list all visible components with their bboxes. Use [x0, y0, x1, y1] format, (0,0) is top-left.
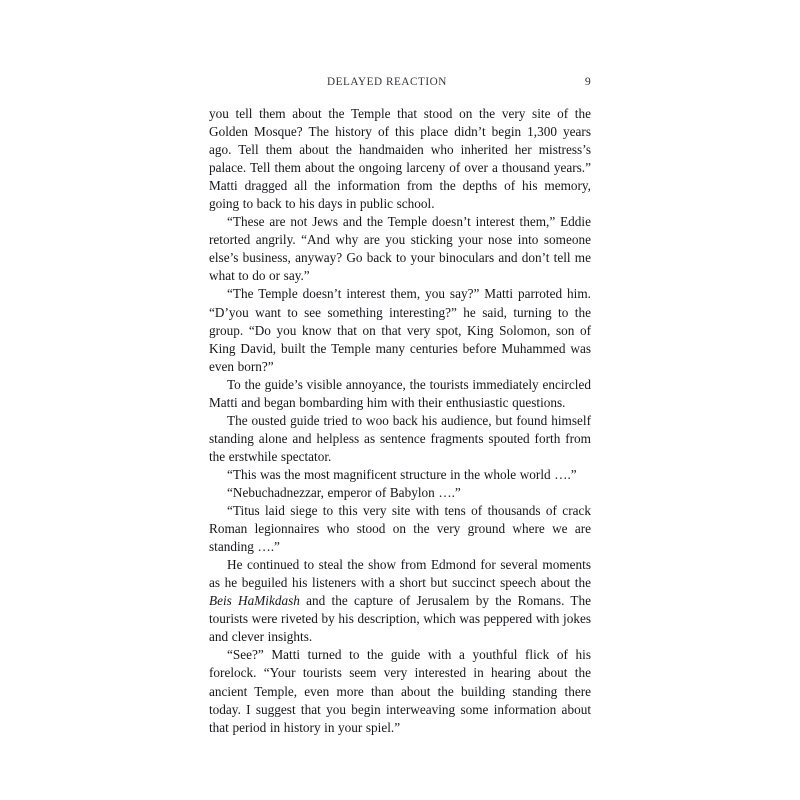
text-run: and the capture of Jerusalem by the Romans. The tourists were riveted by his description, which was peppered with jokes and clever insights.	[209, 593, 591, 645]
paragraph: “The Temple doesn’t interest them, you say?” Matti parroted him. “D’you want to see something interesting?” he said, turning to the group. “Do you know that on that very spot, King Solomon, son of King David, built the Temple many centuries before Muhammed was even born?”	[209, 286, 591, 374]
paragraph: “See?” Matti turned to the guide with a youthful flick of his forelock. “Your tourists seem very interested in hearing about the ancient Temple, even more than about the building standing there today. I suggest that you begin interweaving some information about that period in history in your spiel.”	[209, 647, 591, 735]
italic-phrase: Beis HaMikdash	[209, 593, 300, 609]
paragraph	[209, 556, 591, 646]
page-number: 9	[584, 74, 591, 88]
paragraph: “Titus laid siege to this very site with tens of thousands of crack Roman legionnaires who stood on the very ground where we are standing ….”	[209, 503, 591, 555]
paragraph: “Nebuchadnezzar, emperor of Babylon ….”	[227, 484, 461, 500]
paragraph: “This was the most magnificent structure in the whole world ….”	[227, 466, 577, 482]
paragraph: you tell them about the Temple that stood on the very site of the Golden Mosque? The history of this place didn’t begin 1,300 years ago. Tell them about the handmaiden who inherited her mistress’s palace. Tell them about the ongoing larceny of over a thousand years.” Matti dragged all the information from the depths of his memory, going to back to his days in public school.	[209, 106, 591, 212]
text-run: He continued to steal the show from Edmond for several moments as he beguiled his listeners with a short but succinct speech about the	[209, 557, 591, 591]
running-head-title: DELAYED REACTION	[327, 76, 447, 88]
paragraph: The ousted guide tried to woo back his audience, but found himself standing alone and helpless as sentence fragments spouted forth from the erstwhile spectator.	[209, 412, 591, 464]
paragraph: To the guide’s visible annoyance, the tourists immediately encircled Matti and began bombarding him with their enthusiastic questions.	[209, 376, 591, 410]
running-head	[209, 74, 591, 90]
body-text-block	[209, 105, 591, 737]
paragraph: “These are not Jews and the Temple doesn’t interest them,” Eddie retorted angrily. “And why are you sticking your nose into someone else’s business, anyway? Go back to your binoculars and don’t tell me what to do or say.”	[209, 214, 591, 284]
